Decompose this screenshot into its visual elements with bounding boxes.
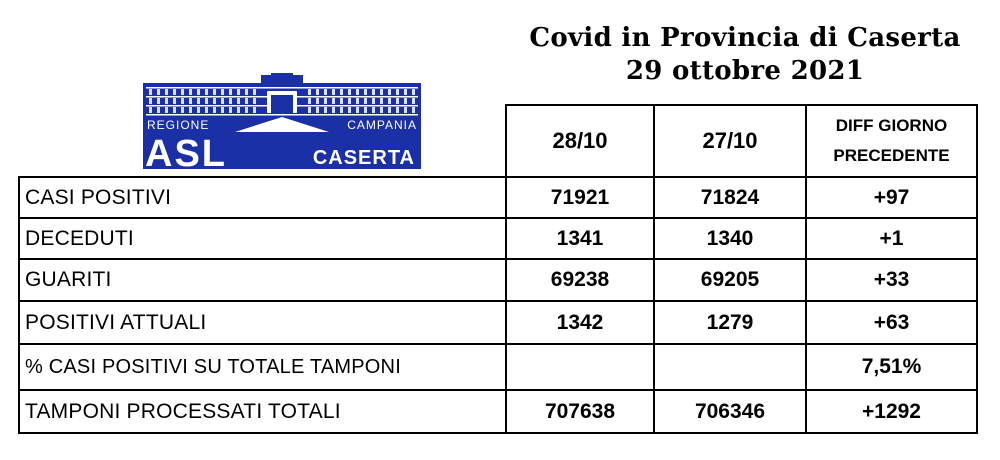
header-diff-line-2: PRECEDENTE (833, 146, 950, 165)
row-value-2810: 1342 (556, 310, 604, 334)
row-value-2810: 71921 (550, 185, 610, 209)
title-line-1: Covid in Provincia di Caserta (529, 23, 961, 53)
header-diff (807, 106, 976, 176)
row-label: CASI POSITIVI (25, 185, 172, 209)
logo-asl: ASL (145, 133, 227, 169)
row-value-2710: 1340 (706, 226, 754, 250)
row-label: GUARITI (25, 268, 112, 291)
row-label: TAMPONI PROCESSATI TOTALI (25, 399, 341, 423)
row-value-2710: 1279 (706, 310, 754, 334)
row-diff: 7,51% (861, 355, 922, 378)
row-diff: +63 (873, 310, 910, 334)
row-diff: +1292 (862, 399, 921, 423)
logo-region-left: REGIONE (147, 118, 210, 132)
logo-city: CASERTA (312, 147, 415, 169)
row-value-2810: 1341 (556, 226, 604, 250)
row-label: % CASI POSITIVI SU TOTALE TAMPONI (25, 355, 401, 378)
row-label: POSITIVI ATTUALI (25, 310, 207, 334)
row-diff: +97 (873, 185, 910, 209)
row-value-2710 (655, 345, 805, 389)
row-value-2710: 706346 (694, 399, 766, 423)
row-value-2710: 71824 (700, 185, 760, 209)
header-diff-line-1: DIFF GIORNO (835, 116, 948, 135)
row-diff: +1 (879, 226, 904, 250)
header-date-1: 28/10 (552, 128, 608, 153)
header-date-2: 27/10 (702, 128, 758, 153)
table-rule (976, 104, 978, 434)
title-line-2: 29 ottobre 2021 (625, 56, 865, 86)
logo-region-right: CAMPANIA (347, 118, 417, 132)
table-rule (18, 432, 978, 434)
row-value-2810: 707638 (544, 399, 616, 423)
row-diff: +33 (873, 268, 910, 291)
row-value-2810 (507, 345, 653, 389)
row-value-2810: 69238 (550, 268, 610, 291)
row-label: DECEDUTI (25, 226, 134, 250)
row-value-2710: 69205 (700, 268, 760, 291)
